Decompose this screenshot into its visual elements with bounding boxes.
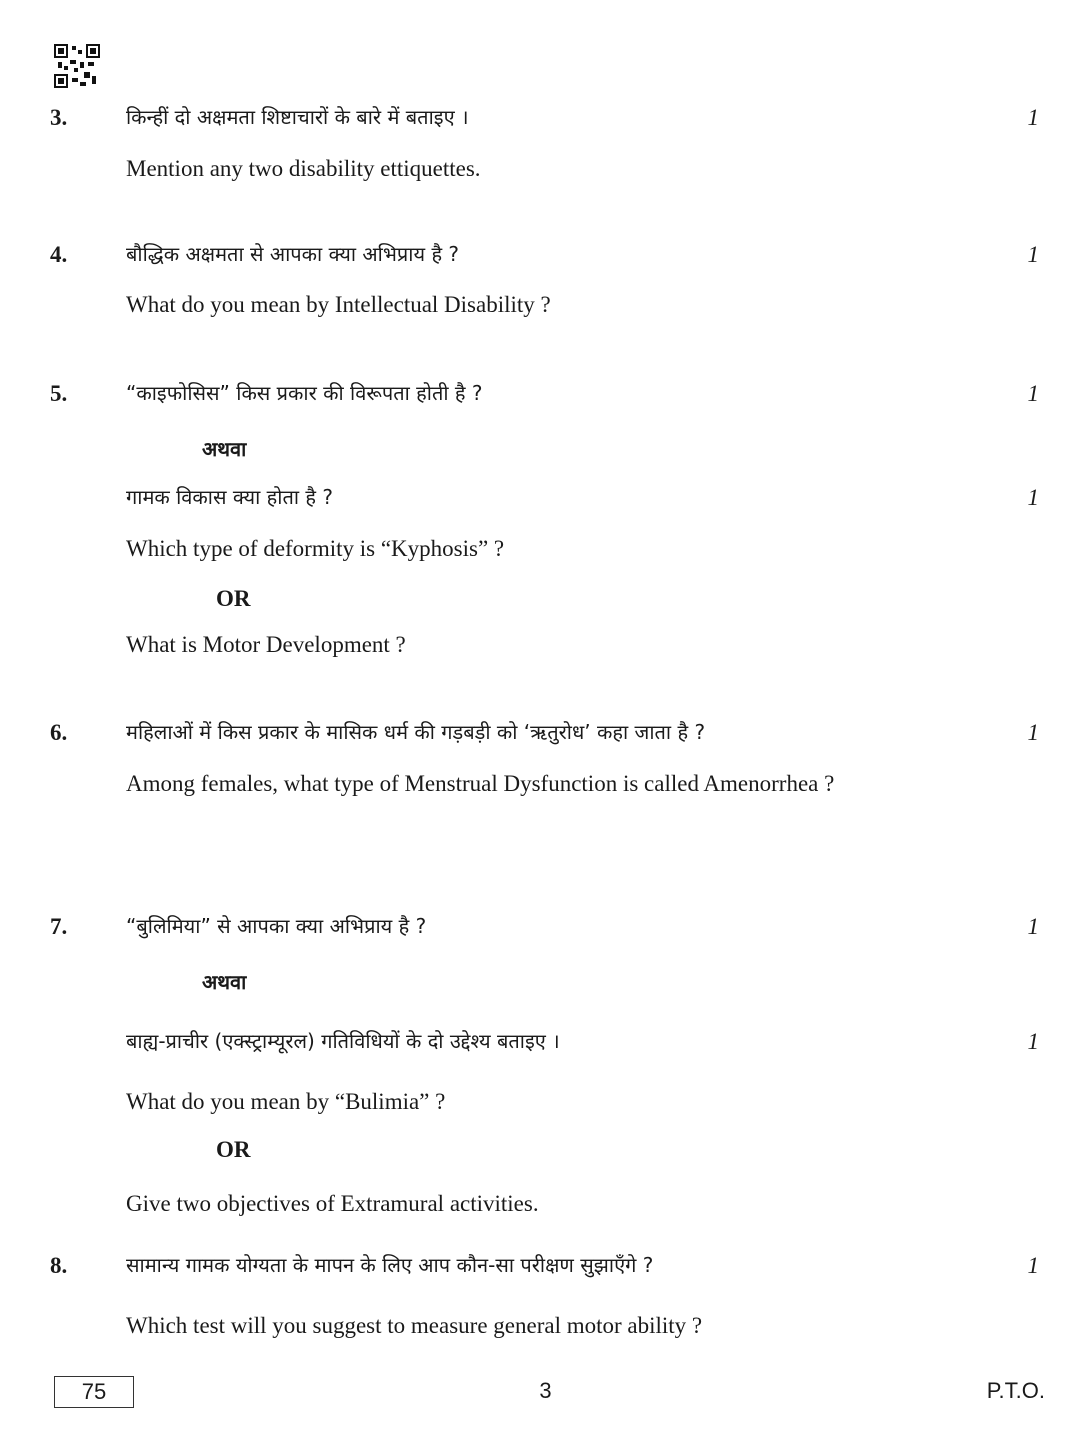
question-marks: 1 [1027,720,1039,745]
question-marks: 1 [1027,105,1039,130]
question-marks: 1 [1027,242,1039,267]
or-label-hindi: अथवा [202,437,247,461]
alternate-question-english: What is Motor Development ? [126,632,406,657]
alternate-question-marks: 1 [1027,485,1039,510]
question-number: 6. [50,720,68,745]
alternate-question-hindi: बाह्य-प्राचीर (एक्स्ट्राम्यूरल) गतिविधियों के दो उद्देश्य बताइए । [126,1029,560,1053]
question-marks: 1 [1027,914,1039,939]
question-text-english: What do you mean by Intellectual Disability ? [126,292,551,317]
question-marks: 1 [1027,1253,1039,1278]
paper-code-box: 75 [54,1376,134,1408]
question-text-hindi: किन्हीं दो अक्षमता शिष्टाचारों के बारे में बताइए । [126,105,469,129]
question-text-hindi: महिलाओं में किस प्रकार के मासिक धर्म की गड़बड़ी को ‘ऋतुरोध’ कहा जाता है ? [126,720,706,744]
or-label-english: OR [216,586,251,611]
alternate-question-marks: 1 [1027,1029,1039,1054]
question-text-hindi: “बुलिमिया” से आपका क्या अभिप्राय है ? [126,914,427,938]
question-number: 7. [50,914,68,939]
question-text-hindi: सामान्य गामक योग्यता के मापन के लिए आप कौन-सा परीक्षण सुझाएँगे ? [126,1253,654,1277]
question-text-english: Which test will you suggest to measure general motor ability ? [126,1313,703,1338]
alternate-question-hindi: गामक विकास क्या होता है ? [126,485,334,509]
question-number: 4. [50,242,68,267]
question-text-hindi: “काइफोसिस” किस प्रकार की विरूपता होती है ? [126,381,483,405]
question-text-english: Mention any two disability ettiquettes. [126,156,481,181]
question-number: 5. [50,381,68,406]
question-marks: 1 [1027,381,1039,406]
qr-code-icon [54,44,100,88]
alternate-question-english: Give two objectives of Extramural activities. [126,1191,539,1216]
or-label-english: OR [216,1137,251,1162]
or-label-hindi: अथवा [202,970,247,994]
question-text-english: What do you mean by “Bulimia” ? [126,1089,446,1114]
question-number: 8. [50,1253,68,1278]
question-number: 3. [50,105,68,130]
question-text-english: Which type of deformity is “Kyphosis” ? [126,536,505,561]
question-text-english: Among females, what type of Menstrual Dysfunction is called Amenorrhea ? [126,771,835,796]
question-text-hindi: बौद्धिक अक्षमता से आपका क्या अभिप्राय है ? [126,242,460,266]
please-turn-over: P.T.O. [986,1378,1045,1403]
page-number: 3 [539,1378,552,1403]
